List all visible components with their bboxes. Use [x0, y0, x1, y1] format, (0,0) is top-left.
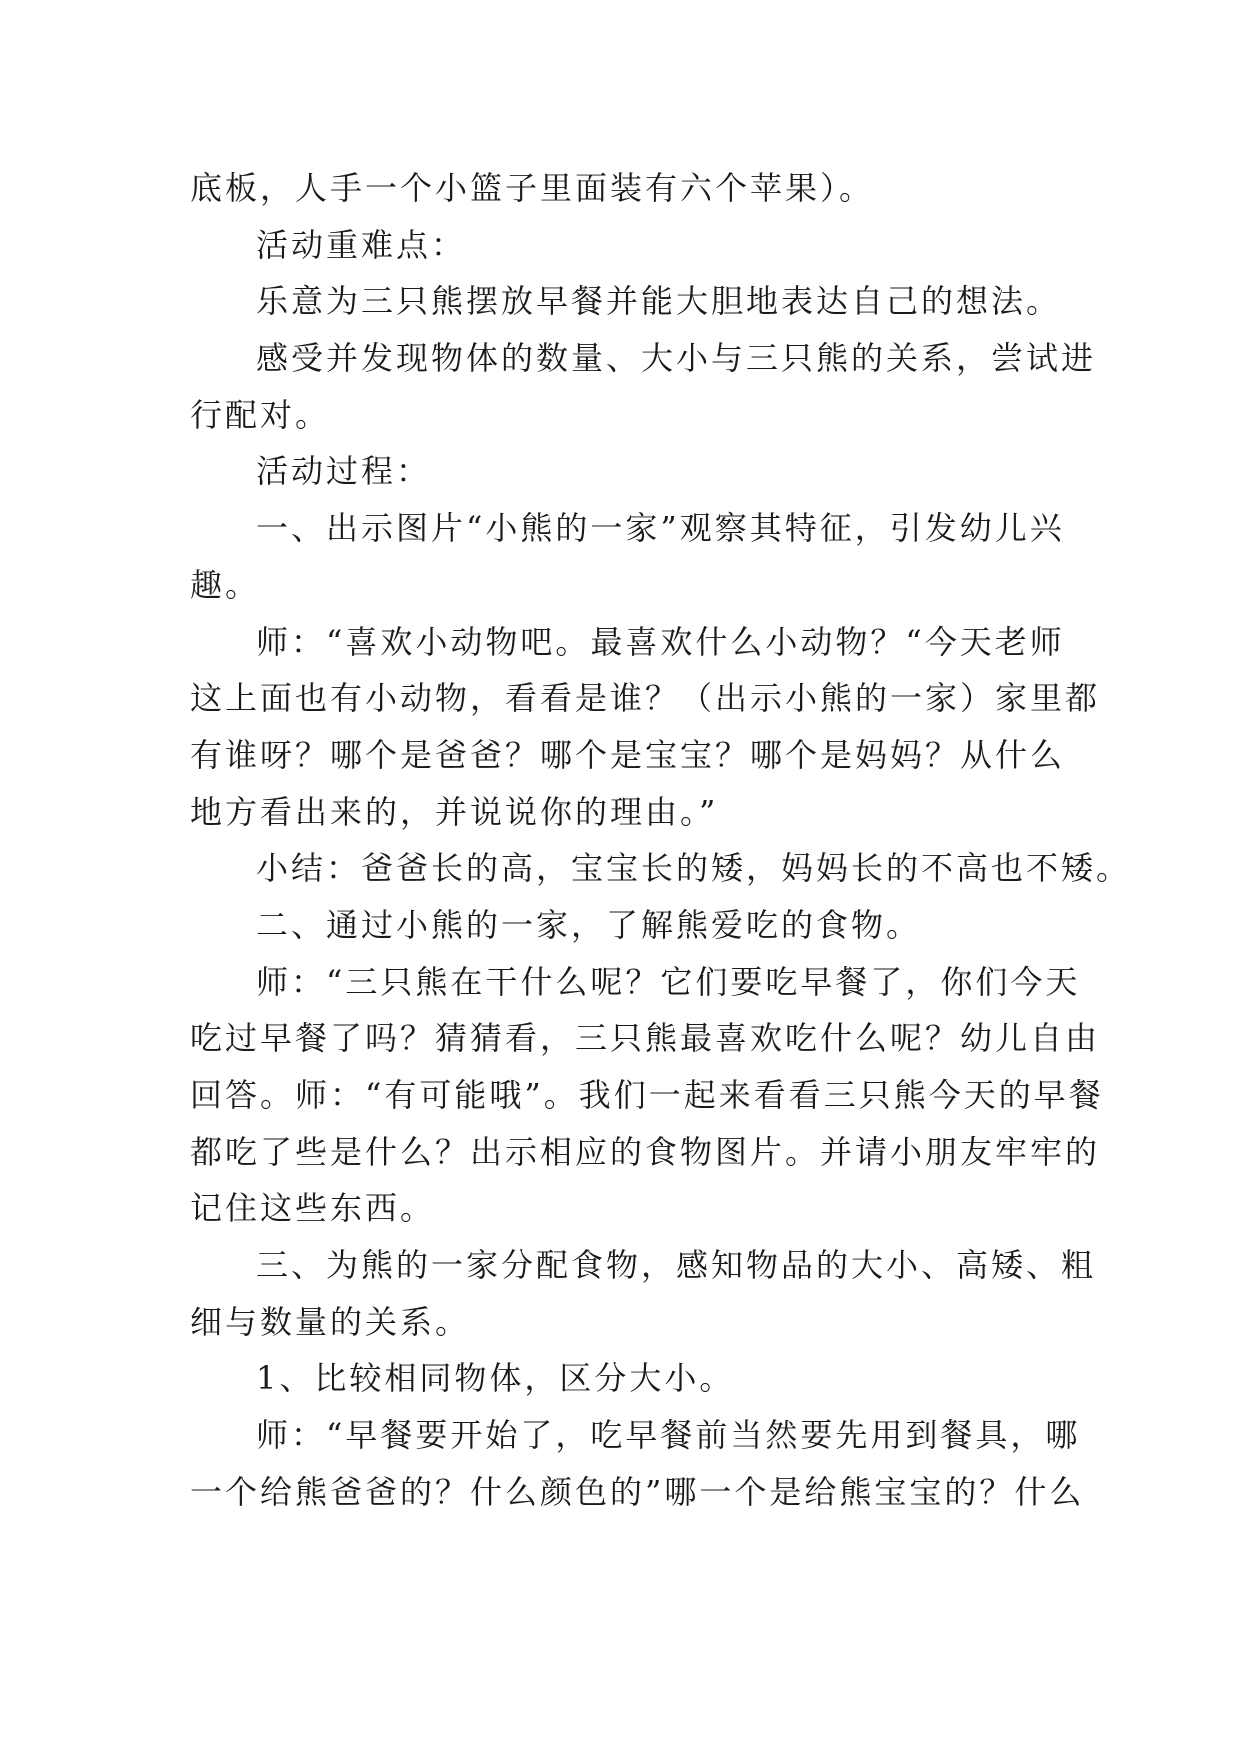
text-line: 一、出示图片“小熊的一家”观察其特征，引发幼儿兴 [256, 509, 1065, 548]
text-line: 三、为熊的一家分配食物，感知物品的大小、高矮、粗 [256, 1246, 1097, 1285]
text-line: 师：“喜欢小动物吧。最喜欢什么小动物？“今天老师 [256, 622, 1065, 661]
text-line: 趣。 [190, 565, 261, 604]
text-line: 都吃了些是什么？出示相应的食物图片。并请小朋友牢牢的 [190, 1132, 1101, 1171]
text-line: 活动重难点： [256, 225, 467, 264]
text-line: 小结：爸爸长的高，宝宝长的矮，妈妈长的不高也不矮。 [256, 849, 1132, 888]
text-line: 有谁呀？哪个是爸爸？哪个是宝宝？哪个是妈妈？从什么 [190, 735, 1066, 774]
text-line: 行配对。 [190, 395, 331, 434]
text-line: 记住这些东西。 [190, 1189, 436, 1228]
text-line: 二、通过小熊的一家，了解熊爱吃的食物。 [256, 905, 922, 944]
text-line: 回答。师：“有可能哦”。我们一起来看看三只熊今天的早餐 [190, 1076, 1104, 1114]
text-line: 感受并发现物体的数量、大小与三只熊的关系，尝试进 [256, 339, 1097, 378]
text-line: 地方看出来的，并说说你的理由。” [190, 792, 719, 831]
text-line: 师：“三只熊在干什么呢？它们要吃早餐了，你们今天 [256, 962, 1081, 1001]
text-line: 1、比较相同物体，区分大小。 [256, 1359, 735, 1398]
text-line: 吃过早餐了吗？猜猜看，三只熊最喜欢吃什么呢？幼儿自由 [190, 1019, 1101, 1058]
text-line: 活动过程： [256, 452, 432, 491]
text-line: 这上面也有小动物，看看是谁？（出示小熊的一家）家里都 [190, 679, 1101, 718]
text-line: 一个给熊爸爸的？什么颜色的”哪一个是给熊宝宝的？什么 [190, 1472, 1085, 1511]
text-line: 底板，人手一个小篮子里面装有六个苹果）。 [190, 169, 875, 207]
text-line: 师：“早餐要开始了，吃早餐前当然要先用到餐具，哪 [256, 1416, 1081, 1455]
text-line: 乐意为三只熊摆放早餐并能大胆地表达自己的想法。 [256, 282, 1062, 321]
text-line: 细与数量的关系。 [190, 1302, 471, 1341]
body-text [190, 160, 1132, 1521]
